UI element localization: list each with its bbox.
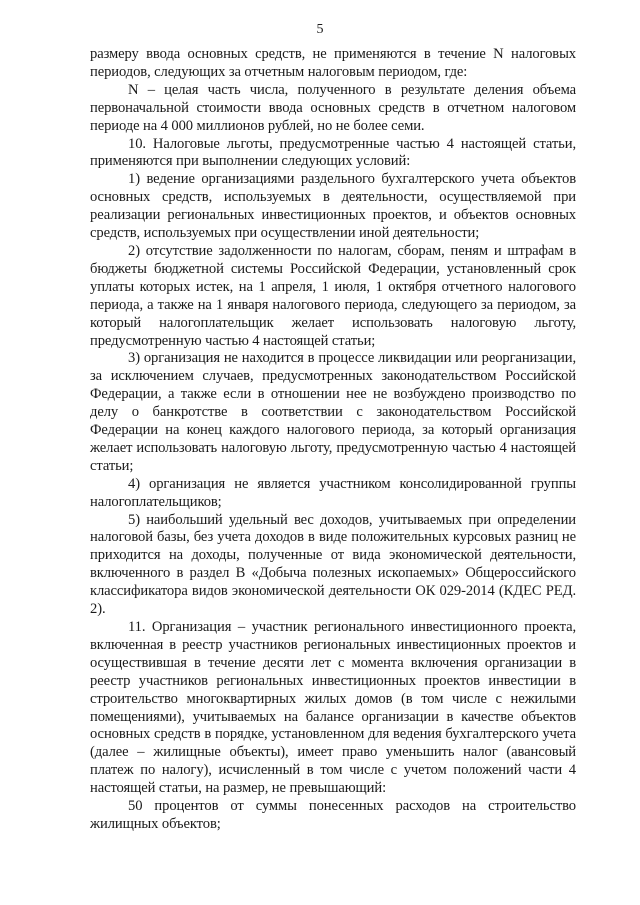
paragraph-clause-10: 10. Налоговые льготы, предусмотренные частью 4 настоящей статьи, применяются при выполнении следующих условий: [90,135,576,170]
paragraph-condition-2: 2) отсутствие задолженности по налогам, сборам, пеням и штрафам в бюджеты бюджетной системы Российской Федерации, установленный срок уплаты которых истек, на 1 апреля, 1 июля, 1 октября отчетного налогового периода, а также на 1 января налогового периода, следующего за периодом, за который налогоплательщик желает использовать налоговую льготу, предусмотренную частью 4 настоящей статьи; [90,242,576,349]
paragraph-condition-4: 4) организация не является участником консолидированной группы налогоплательщиков; [90,475,576,510]
paragraph-n-definition: N – целая часть числа, полученного в результате деления объема первоначальной стоимости ввода основных средств в отчетном налоговом периоде на 4 000 миллионов рублей, но не более семи. [90,81,576,134]
document-body [90,46,576,834]
paragraph-condition-1: 1) ведение организациями раздельного бухгалтерского учета объектов основных средств, используемых в деятельности, осуществляемой при реализации региональных инвестиционных проектов, и объектов основных средств, используемых при осуществлении иной деятельности; [90,171,576,242]
page-number: 5 [316,22,324,37]
paragraph-condition-3: 3) организация не находится в процессе ликвидации или реорганизации, за исключением случаев, предусмотренных законодательством Российской Федерации, а также если в отношении нее не возбуждено производство по делу о банкротстве в соответствии с законодательством Российской Федерации на конец каждого налогового периода, за который организация желает использовать налоговую льготу, предусмотренную частью 4 настоящей статьи; [90,350,576,474]
paragraph-fifty-percent: 50 процентов от суммы понесенных расходов на строительство жилищных объектов; [90,798,576,832]
paragraph-clause-11: 11. Организация – участник регионального инвестиционного проекта, включенная в реестр участников региональных инвестиционных проектов и осуществившая в течение десяти лет с момента включения организации в реестр участников региональных инвестиционных проектов инвестиции в строительство многоквартирных жилых домов (в том числе с нежилыми помещениями), учитываемых на балансе организации в качестве объектов основных средств в порядке, установленном для ведения бухгалтерского учета (далее – жилищные объекты), имеет право уменьшить налог (авансовый платеж по налогу), исчисленный в том числе с учетом положений части 4 настоящей статьи, на размер, не превышающий: [90,619,576,797]
paragraph-condition-5: 5) наибольший удельный вес доходов, учитываемых при определении налоговой базы, без учета доходов в виде положительных курсовых разниц не приходится на доходы, полученные от вида экономической деятельности, включенного в раздел B «Добыча полезных ископаемых» Общероссийского классификатора видов экономической деятельности ОК 029-2014 (КДЕС РЕД. 2). [90,511,576,618]
paragraph-continuation: размеру ввода основных средств, не применяются в течение N налоговых периодов, следующих за отчетным налоговым периодом, где: [90,46,576,80]
